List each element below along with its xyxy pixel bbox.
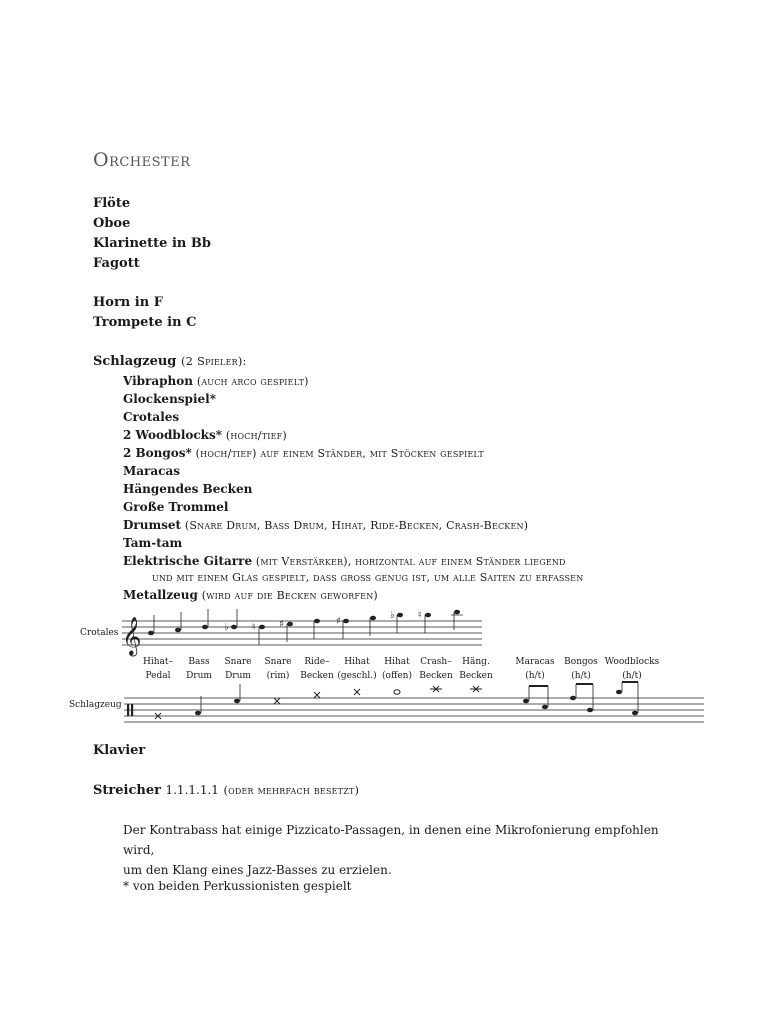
percussion-item: 2 Bongos* (hoch/tief) auf einem Ständer, mit Stöcken gespielt: [123, 446, 484, 460]
perc-label-snare-rim: Snare (rim): [264, 657, 292, 681]
percussion-item: Drumset (Snare Drum, Bass Drum, Hihat, Ride-Becken, Crash-Becken): [123, 518, 529, 532]
svg-text:♮: ♮: [418, 610, 422, 621]
treble-clef: 𝄞: [122, 616, 142, 655]
woodwind-clarinet: Klarinette in Bb: [93, 236, 211, 251]
brass-trumpet: Trompete in C: [93, 315, 197, 330]
strings-heading: Streicher 1.1.1.1.1 (oder mehrfach besetzt): [93, 783, 360, 798]
percussion-item: Maracas: [123, 464, 180, 478]
perc-label-ride: Ride– Becken: [300, 657, 334, 681]
percussion-item: Metallzeug (wird auf die Becken geworfen): [123, 588, 378, 602]
crotales-staff: [122, 621, 482, 645]
percussion-item: Hängendes Becken: [123, 482, 253, 496]
perc-label-hihat-pedal: Hihat– Pedal: [142, 657, 173, 681]
percussion-notes: [155, 682, 638, 719]
woodwind-flute: Flöte: [93, 196, 131, 211]
crotales-staff-label: Crotales: [80, 628, 119, 638]
perc-label-bongos: Bongos (h/t): [564, 657, 598, 681]
svg-text:♮: ♮: [252, 622, 256, 633]
percussion-item: Vibraphon (auch arco gespielt): [123, 374, 309, 388]
perc-label-maracas: Maracas (h/t): [515, 657, 555, 681]
percussion-item: Glockenspiel*: [123, 392, 216, 406]
perc-label-woodblocks: Woodblocks (h/t): [604, 657, 660, 681]
woodwind-bassoon: Fagott: [93, 256, 140, 271]
woodwind-oboe: Oboe: [93, 216, 131, 231]
percussion-staff: [124, 698, 704, 722]
page-title: Orchester: [93, 149, 191, 171]
brass-horn: Horn in F: [93, 295, 163, 310]
percussion-note: (2 Spieler):: [180, 354, 247, 368]
svg-text:♭: ♭: [224, 622, 229, 633]
perc-label-hihat-closed: Hihat (geschl.): [337, 657, 377, 681]
schlagzeug-staff-label: Schlagzeug: [69, 700, 122, 710]
perc-label-crash: Crash– Becken: [419, 657, 453, 681]
percussion-item: Crotales: [123, 410, 180, 424]
footnote: * von beiden Perkussionisten gespielt: [123, 879, 352, 893]
svg-text:♯: ♯: [279, 619, 284, 630]
piano-heading: Klavier: [93, 743, 146, 758]
guitar-continuation: und mit einem Glas gespielt, dass groß genug ist, um alle Saiten zu erfassen: [152, 571, 584, 584]
percussion-item: Tam-tam: [123, 536, 183, 550]
percussion-item: Elektrische Gitarre (mit Verstärker), horizontal auf einem Ständer liegend: [123, 554, 566, 568]
perc-label-snare-drum: Snare Drum: [224, 657, 252, 681]
svg-text:♯: ♯: [336, 616, 341, 627]
bass-note-paragraph: Der Kontrabass hat einige Pizzicato-Passagen, in denen eine Mikrofonierung empfohlen wird, um den Klang eines Jazz-Basses zu erzielen.: [123, 823, 659, 877]
perc-label-bass-drum: Bass Drum: [186, 657, 212, 681]
perc-label-hanging-cymbal: Häng. Becken: [459, 657, 493, 681]
svg-text:♭: ♭: [390, 610, 395, 621]
percussion-item: Große Trommel: [123, 500, 229, 514]
percussion-name: Schlagzeug: [93, 354, 177, 369]
percussion-item: 2 Woodblocks* (hoch/tief): [123, 428, 287, 442]
perc-label-hihat-open: Hihat (offen): [382, 657, 412, 681]
